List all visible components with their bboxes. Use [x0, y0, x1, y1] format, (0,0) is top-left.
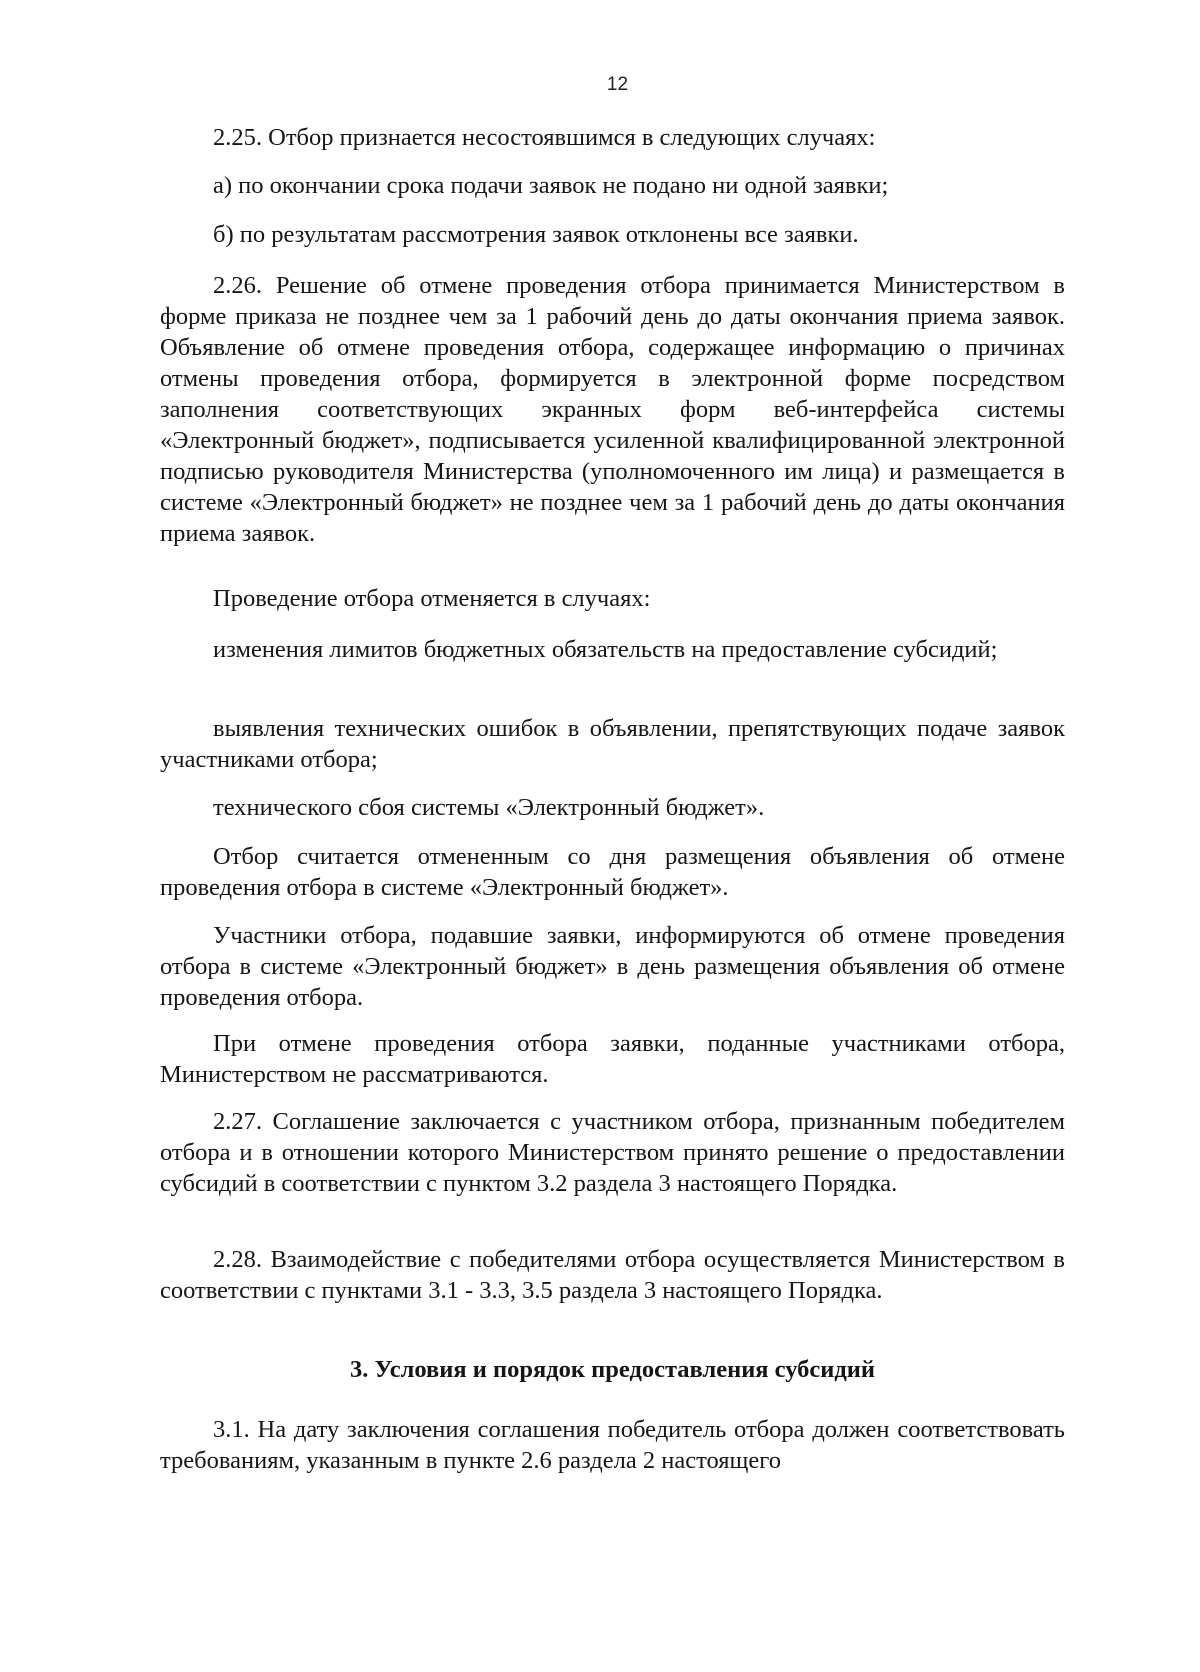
paragraph-3-1: 3.1. На дату заключения соглашения победитель отбора должен соответствовать требованиям, указанным в пункте 2.6 раздела 2 настоящего	[160, 1416, 1065, 1474]
page-number: 12	[606, 74, 629, 95]
section-heading: 3. Условия и порядок предоставления субсидий	[349, 1356, 876, 1383]
paragraph-2-28: 2.28. Взаимодействие с победителями отбора осуществляется Министерством в соответствии с пунктами 3.1 - 3.3, 3.5 раздела 3 настоящего Порядка.	[160, 1246, 1065, 1304]
paragraph-2-25-a: а) по окончании срока подачи заявок не подано ни одной заявки;	[213, 172, 889, 199]
paragraph-2-25: 2.25. Отбор признается несостоявшимся в следующих случаях:	[213, 124, 876, 151]
paragraph-cancellation-cases: Проведение отбора отменяется в случаях:	[213, 585, 651, 612]
paragraph-participants-informed: Участники отбора, подавшие заявки, информируются об отмене проведения отбора в системе «Электронный бюджет» в день размещения объявления об отмене проведения отбора.	[160, 922, 1065, 1011]
paragraph-case-errors: выявления технических ошибок в объявлении, препятствующих подаче заявок участниками отбора;	[160, 715, 1065, 773]
paragraph-applications-not-considered: При отмене проведения отбора заявки, поданные участниками отбора, Министерством не рассматриваются.	[160, 1030, 1065, 1088]
paragraph-2-26: 2.26. Решение об отмене проведения отбора принимается Министерством в форме приказа не позднее чем за 1 рабочий день до даты окончания приема заявок. Объявление об отмене проведения отбора, содержащее информацию о причинах отмены проведения отбора, формируется в электронной форме посредством заполнения соответствующих экранных форм веб-интерфейса системы «Электронный бюджет», подписывается усиленной квалифицированной электронной подписью руководителя Министерства (уполномоченного им лица) и размещается в системе «Электронный бюджет» не позднее чем за 1 рабочий день до даты окончания приема заявок.	[160, 272, 1065, 547]
paragraph-2-25-b: б) по результатам рассмотрения заявок отклонены все заявки.	[213, 221, 859, 248]
paragraph-cancelled-date: Отбор считается отмененным со дня размещения объявления об отмене проведения отбора в системе «Электронный бюджет».	[160, 843, 1065, 901]
paragraph-case-limits: изменения лимитов бюджетных обязательств на предоставление субсидий;	[213, 636, 998, 663]
paragraph-case-failure: технического сбоя системы «Электронный бюджет».	[213, 794, 765, 821]
paragraph-2-27: 2.27. Соглашение заключается с участником отбора, признанным победителем отбора и в отношении которого Министерством принято решение о предоставлении субсидий в соответствии с пунктом 3.2 раздела 3 настоящего Порядка.	[160, 1108, 1065, 1197]
